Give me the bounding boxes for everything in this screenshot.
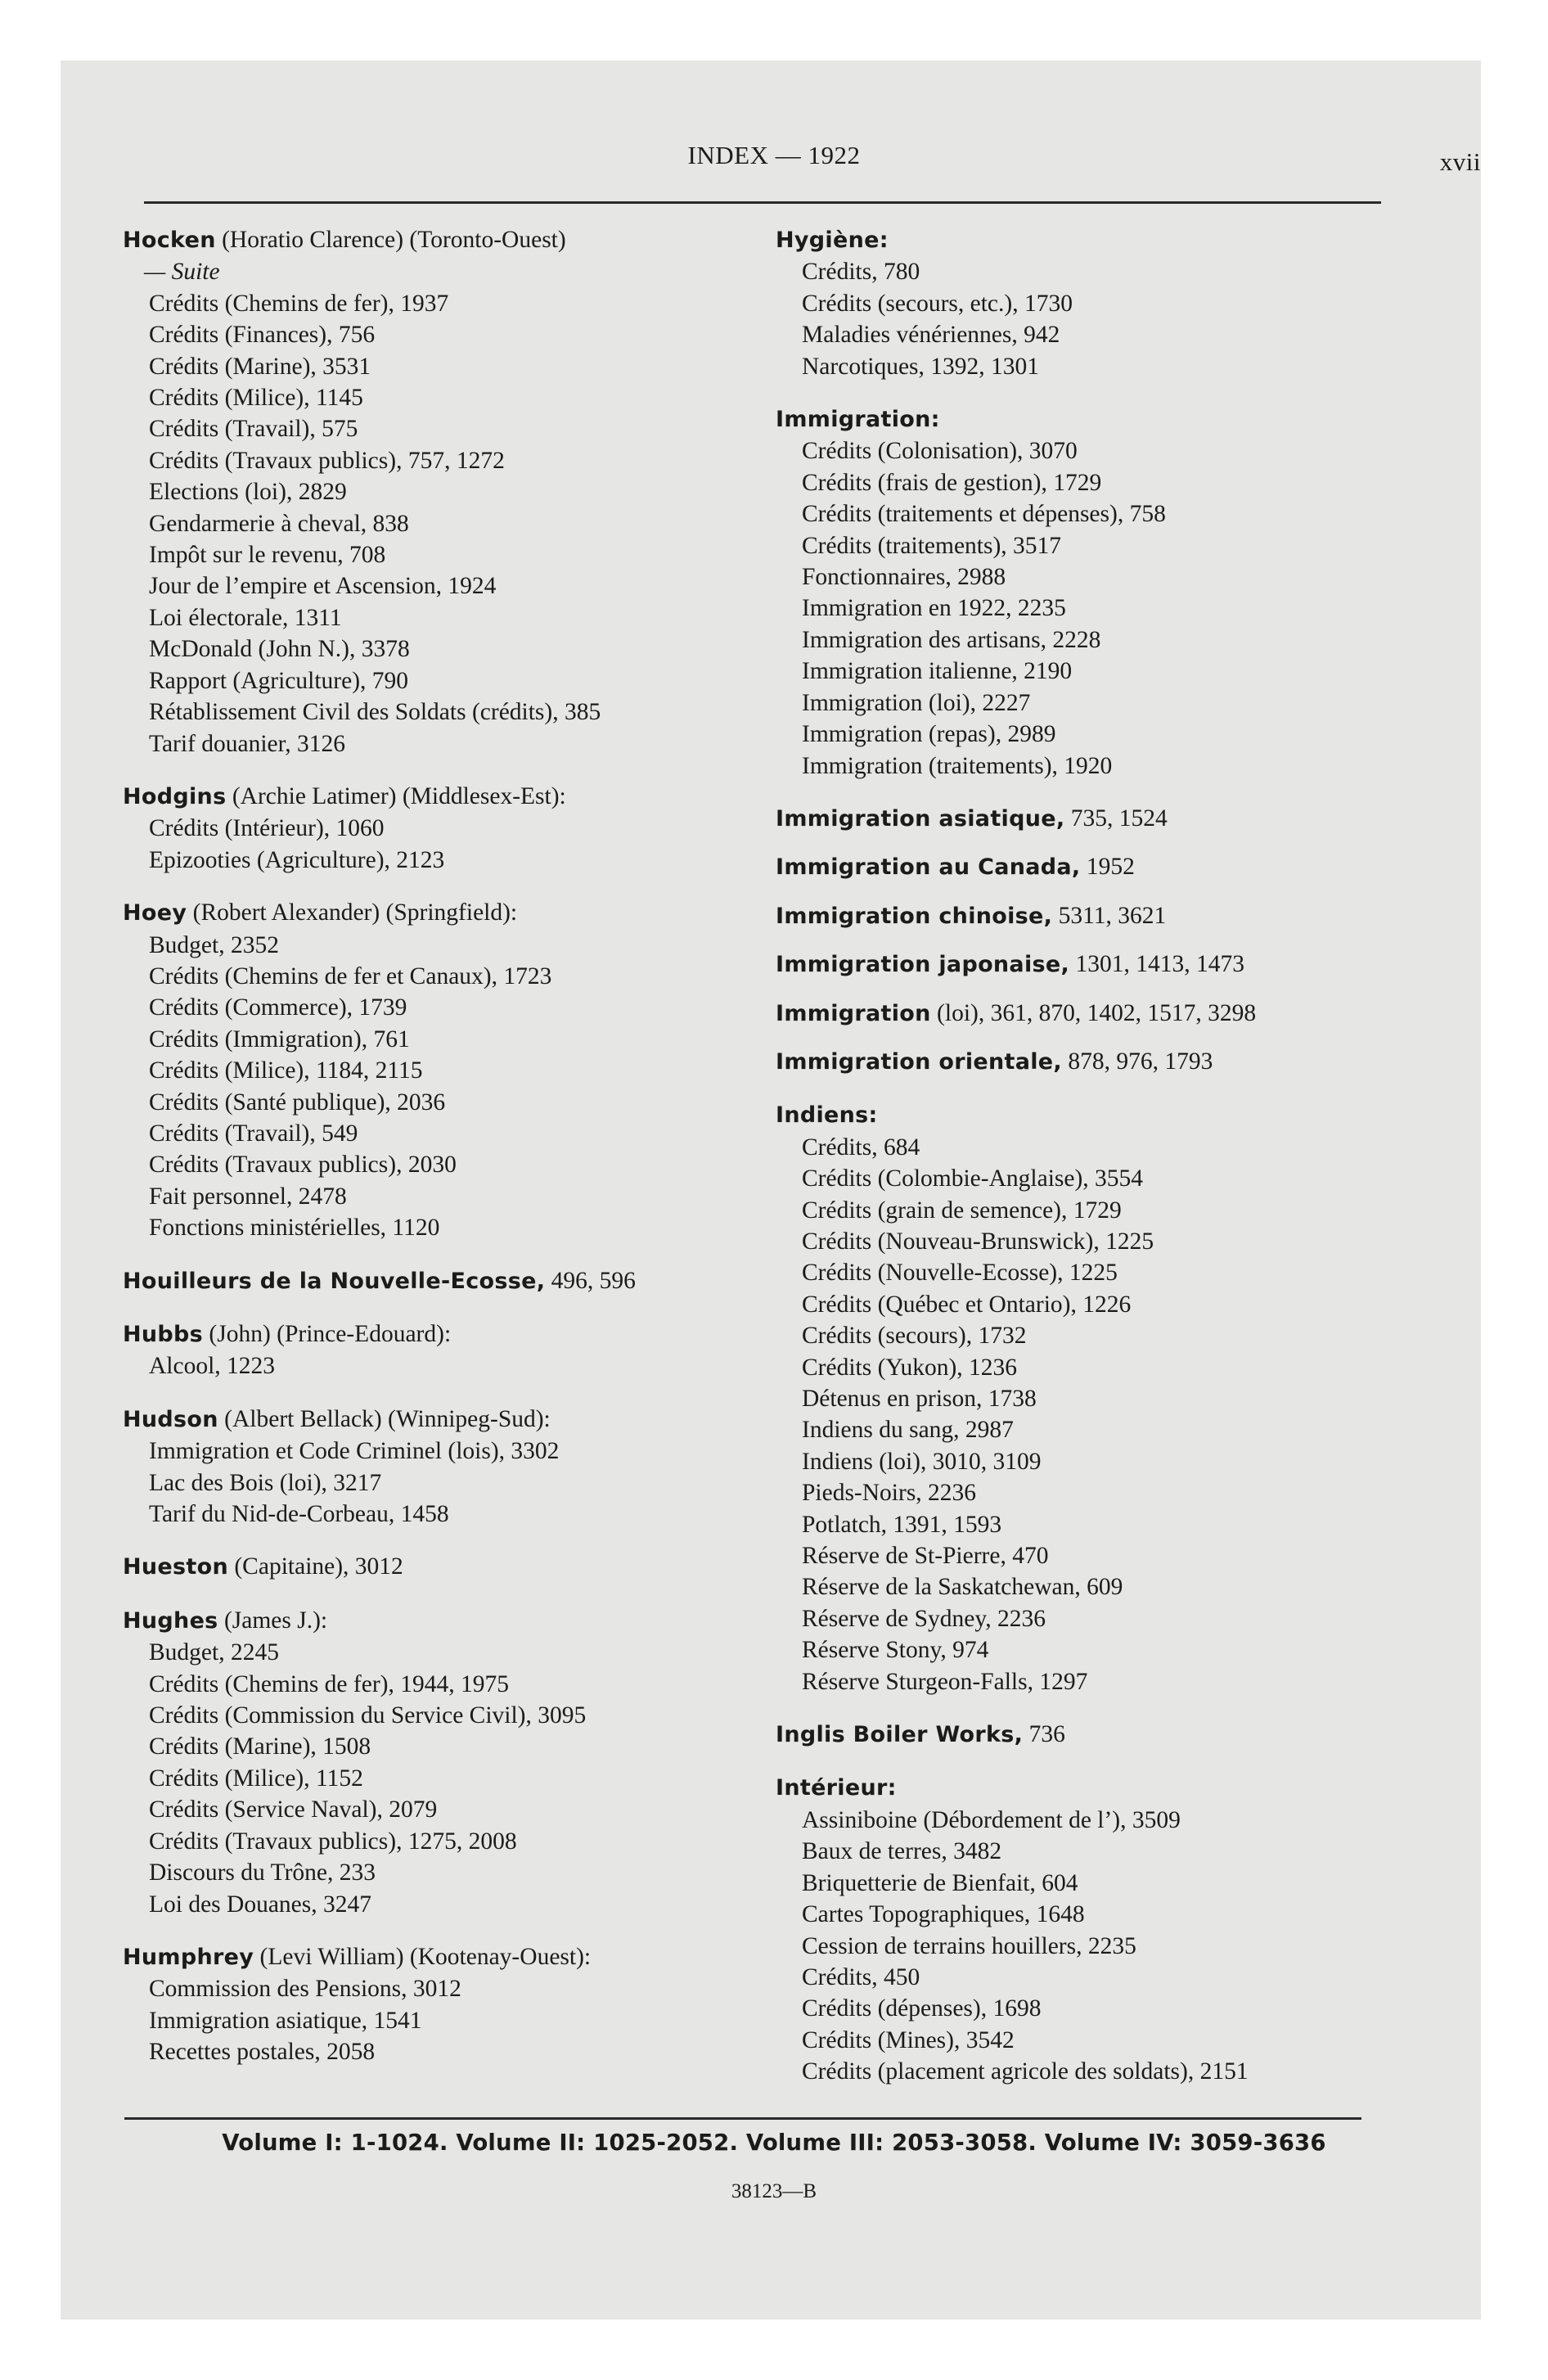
entry-detail: 878, 976, 1793 <box>1068 1048 1213 1075</box>
entry-heading <box>119 1318 741 1350</box>
sub-entry: Indiens (loi), 3010, 3109 <box>802 1448 1042 1475</box>
entry-detail: (Capitaine), 3012 <box>234 1553 403 1580</box>
entry-keyword: Immigration <box>776 1000 931 1026</box>
entry-heading <box>772 1099 1361 1131</box>
sub-entry: Détenus en prison, 1738 <box>802 1386 1037 1412</box>
entry-detail: 1952 <box>1086 854 1135 881</box>
sub-entry: Crédits (Colonisation), 3070 <box>802 438 1078 465</box>
index-entry <box>119 224 741 760</box>
sub-entry: Crédits (secours), 1732 <box>802 1323 1027 1350</box>
entry-keyword: Hueston <box>123 1554 228 1580</box>
sub-entry: Crédits (Marine), 1508 <box>149 1733 371 1760</box>
sub-entry: Réserve de St-Pierre, 470 <box>802 1543 1049 1570</box>
sub-entry: Immigration (traitements), 1920 <box>802 752 1113 779</box>
entry-heading <box>119 224 741 256</box>
sub-entry: Budget, 2245 <box>149 1639 279 1666</box>
index-entry <box>772 900 1361 932</box>
sub-entry: Narcotiques, 1392, 1301 <box>802 353 1040 380</box>
entry-heading <box>772 1719 1361 1751</box>
entry-keyword: Hocken <box>123 228 216 253</box>
sub-entry: Crédits (Yukon), 1236 <box>802 1354 1018 1381</box>
index-entry <box>772 851 1361 883</box>
entry-detail: 1301, 1413, 1473 <box>1075 951 1244 978</box>
page-number: xvii <box>1439 147 1481 176</box>
sub-entry: Rétablissement Civil des Soldats (crédits), 385 <box>149 699 601 726</box>
sub-entry: Assiniboine (Débordement de l’), 3509 <box>802 1806 1181 1833</box>
index-entry <box>772 1046 1361 1078</box>
sub-entry: Crédits, 450 <box>802 1963 920 1990</box>
sub-entry: Crédits (Intérieur), 1060 <box>149 815 385 842</box>
index-entry <box>119 1265 741 1297</box>
sub-entry: Crédits (Service Naval), 2079 <box>149 1796 438 1823</box>
sub-entry: Loi électorale, 1311 <box>149 604 342 631</box>
entry-detail: (Horatio Clarence) (Toronto-Ouest) <box>222 227 566 253</box>
sub-entry: Jour de l’empire et Ascension, 1924 <box>149 573 497 600</box>
sub-entry: Crédits (Milice), 1184, 2115 <box>149 1057 423 1084</box>
sub-entry: Pieds-Noirs, 2236 <box>802 1480 977 1507</box>
sub-entry: Gendarmerie à cheval, 838 <box>149 510 409 537</box>
entry-heading <box>772 900 1361 932</box>
sub-entry: Crédits (Chemins de fer), 1937 <box>149 290 449 317</box>
entry-detail: 735, 1524 <box>1070 805 1168 832</box>
sub-entry: Budget, 2352 <box>149 931 279 958</box>
entry-detail: 496, 596 <box>551 1267 636 1294</box>
sub-entry: Crédits (Travail), 575 <box>149 416 358 443</box>
entry-keyword: Hudson <box>123 1406 218 1432</box>
entry-keyword: Houilleurs de la Nouvelle-Ecosse, <box>123 1268 546 1294</box>
sub-entry: Briquetterie de Bienfait, 604 <box>802 1869 1078 1896</box>
sub-entry: Alcool, 1223 <box>149 1353 276 1380</box>
entry-keyword: Hygiène: <box>776 228 889 253</box>
entry-keyword: Inglis Boiler Works, <box>776 1722 1024 1748</box>
entry-keyword: Hodgins <box>123 783 227 809</box>
sub-entry: Crédits (Milice), 1145 <box>149 385 363 412</box>
entry-keyword: Intérieur: <box>776 1775 897 1801</box>
entry-detail: (James J.): <box>223 1607 328 1634</box>
entry-keyword: Hughes <box>123 1607 218 1634</box>
sub-entry: Crédits (placement agricole des soldats), 2151 <box>802 2058 1249 2085</box>
entry-keyword: Hubbs <box>123 1322 204 1347</box>
entry-keyword: Hoey <box>123 900 187 926</box>
sub-entry: Fonctions ministérielles, 1120 <box>149 1215 440 1242</box>
sub-entry: Recettes postales, 2058 <box>149 2039 376 2066</box>
sub-entry: Discours du Trône, 233 <box>149 1859 376 1886</box>
sub-entry: Crédits (Travaux publics), 2030 <box>149 1152 457 1179</box>
entry-heading <box>772 403 1361 435</box>
sub-entry: Crédits (Commission du Service Civil), 3095 <box>149 1702 587 1729</box>
entry-detail: (Robert Alexander) (Springfield): <box>192 899 518 926</box>
entry-heading <box>772 1046 1361 1078</box>
sub-entry: Crédits (frais de gestion), 1729 <box>802 469 1102 496</box>
sub-entry: Crédits (Chemins de fer et Canaux), 1723 <box>149 962 552 989</box>
entry-heading <box>119 1404 741 1436</box>
sub-entry: Crédits (Québec et Ontario), 1226 <box>802 1291 1132 1318</box>
sub-entry: Maladies vénériennes, 942 <box>802 322 1060 349</box>
sub-entry: Crédits (secours, etc.), 1730 <box>802 290 1073 317</box>
sub-entry: Impôt sur le revenu, 708 <box>149 542 386 569</box>
sub-entry: Immigration en 1922, 2235 <box>802 595 1066 622</box>
sub-entry: Crédits (Mines), 3542 <box>802 2026 1015 2053</box>
entry-heading <box>772 1772 1361 1804</box>
sub-entry: Rapport (Agriculture), 790 <box>149 667 409 694</box>
sub-entry: Tarif du Nid-de-Corbeau, 1458 <box>149 1501 449 1528</box>
index-entry <box>119 897 741 1243</box>
entry-heading <box>119 1265 741 1297</box>
entry-detail: (John) (Prince-Edouard): <box>209 1321 452 1347</box>
sub-entry: Crédits (Chemins de fer), 1944, 1975 <box>149 1670 509 1697</box>
sub-entry: Fait personnel, 2478 <box>149 1183 347 1210</box>
index-entry <box>119 1551 741 1583</box>
entry-detail: 5311, 3621 <box>1058 902 1167 929</box>
index-entry <box>772 403 1361 782</box>
entry-keyword: Immigration au Canada, <box>776 854 1081 881</box>
sub-entry: Réserve de la Saskatchewan, 609 <box>802 1574 1123 1601</box>
sub-entry: Commission des Pensions, 3012 <box>149 1976 461 2003</box>
sub-entry: Crédits (Travaux publics), 1275, 2008 <box>149 1828 517 1855</box>
entry-heading <box>772 949 1361 980</box>
sub-entry: Loi des Douanes, 3247 <box>149 1891 372 1918</box>
sub-entry: Crédits (Travaux publics), 757, 1272 <box>149 447 505 474</box>
entry-detail: (loi), 361, 870, 1402, 1517, 3298 <box>937 999 1257 1026</box>
sub-entry: Immigration et Code Criminel (lois), 3302 <box>149 1438 560 1465</box>
right-column <box>772 224 1361 2088</box>
entry-keyword: Immigration: <box>776 407 940 433</box>
sub-entry: Crédits, 684 <box>802 1134 920 1161</box>
entry-heading <box>119 1605 741 1637</box>
sub-entry: Crédits (Marine), 3531 <box>149 353 371 380</box>
entry-heading <box>119 1941 741 1973</box>
sub-entry: Immigration (repas), 2989 <box>802 721 1056 748</box>
index-entry <box>119 781 741 876</box>
index-entry <box>772 1772 1361 2087</box>
index-entry <box>772 949 1361 980</box>
entry-heading <box>119 781 741 813</box>
sub-entry: Cartes Topographiques, 1648 <box>802 1901 1085 1928</box>
sub-entry: Epizooties (Agriculture), 2123 <box>149 846 445 873</box>
sub-entry: Immigration italienne, 2190 <box>802 658 1073 685</box>
sub-entry: Crédits (Immigration), 761 <box>149 1025 410 1053</box>
sub-entry: Immigration asiatique, 1541 <box>149 2007 422 2034</box>
entry-keyword: Indiens: <box>776 1102 878 1129</box>
sub-entry: Réserve Stony, 974 <box>802 1637 989 1664</box>
sub-entry: Potlatch, 1391, 1593 <box>802 1511 1002 1538</box>
sub-entry: Crédits (Commerce), 1739 <box>149 994 407 1021</box>
sub-entry: Crédits (dépenses), 1698 <box>802 1995 1042 2022</box>
print-code: 38123—B <box>731 2180 817 2202</box>
index-entry <box>119 1318 741 1382</box>
sub-entry: Crédits, 780 <box>802 259 920 286</box>
left-column <box>119 224 741 2068</box>
entry-heading <box>772 224 1361 256</box>
entry-detail: (Levi William) (Kootenay-Ouest): <box>259 1943 592 1970</box>
sub-entry: Crédits (traitements et dépenses), 758 <box>802 501 1166 528</box>
entry-keyword: Immigration orientale, <box>776 1048 1062 1075</box>
sub-entry: Baux de terres, 3482 <box>802 1838 1002 1865</box>
index-entry <box>772 803 1361 835</box>
sub-entry: Tarif douanier, 3126 <box>149 730 346 757</box>
entry-keyword: Immigration chinoise, <box>776 903 1053 929</box>
sub-entry: Immigration (loi), 2227 <box>802 689 1031 716</box>
sub-entry: Crédits (Nouvelle-Ecosse), 1225 <box>802 1260 1118 1287</box>
index-entry <box>119 1941 741 2068</box>
sub-entry: Indiens du sang, 2987 <box>802 1417 1014 1444</box>
index-entry <box>772 224 1361 382</box>
sub-entry: Crédits (Milice), 1152 <box>149 1765 363 1792</box>
entry-detail: (Archie Latimer) (Middlesex-Est): <box>232 782 566 809</box>
sub-entry: Crédits (Colombie-Anglaise), 3554 <box>802 1165 1144 1192</box>
sub-entry: Cession de terrains houillers, 2235 <box>802 1932 1136 1959</box>
sub-entry: Crédits (traitements), 3517 <box>802 532 1062 559</box>
entry-heading <box>119 1551 741 1583</box>
sub-entry: Réserve Sturgeon-Falls, 1297 <box>802 1668 1088 1695</box>
entry-heading <box>772 998 1361 1030</box>
entry-heading <box>119 897 741 929</box>
index-entry <box>772 998 1361 1030</box>
sub-entry: Crédits (Santé publique), 2036 <box>149 1089 446 1116</box>
sub-entry: Crédits (grain de semence), 1729 <box>802 1197 1122 1224</box>
page-title: INDEX — 1922 <box>687 141 861 169</box>
index-entry <box>772 1719 1361 1751</box>
entry-suite: — Suite <box>144 259 220 286</box>
sub-entry: Fonctionnaires, 2988 <box>802 564 1006 591</box>
entry-keyword: Immigration asiatique, <box>776 805 1065 832</box>
index-entry <box>119 1605 741 1920</box>
sub-entry: Réserve de Sydney, 2236 <box>802 1605 1046 1632</box>
sub-entry: Crédits (Nouveau-Brunswick), 1225 <box>802 1228 1154 1255</box>
sub-entry: Crédits (Finances), 756 <box>149 322 376 349</box>
entry-heading <box>772 803 1361 835</box>
sub-entry: Elections (loi), 2829 <box>149 479 347 506</box>
volume-ranges: Volume I: 1-1024. Volume II: 1025-2052. Volume III: 2053-3058. Volume IV: 3059-3636 <box>222 2130 1326 2156</box>
index-entry <box>772 1099 1361 1697</box>
footer-rule <box>124 2117 1361 2120</box>
entry-keyword: Immigration japonaise, <box>776 952 1070 978</box>
sub-entry: Crédits (Travail), 549 <box>149 1120 358 1147</box>
entry-keyword: Humphrey <box>123 1944 254 1970</box>
header-rule <box>144 201 1381 204</box>
entry-heading <box>772 851 1361 883</box>
index-entry <box>119 1404 741 1530</box>
sub-entry: McDonald (John N.), 3378 <box>149 636 410 663</box>
entry-detail: (Albert Bellack) (Winnipeg-Sud): <box>224 1405 551 1432</box>
page-header <box>0 141 1548 174</box>
sub-entry: Lac des Bois (loi), 3217 <box>149 1469 382 1496</box>
sub-entry: Immigration des artisans, 2228 <box>802 626 1101 653</box>
entry-detail: 736 <box>1028 1721 1065 1748</box>
